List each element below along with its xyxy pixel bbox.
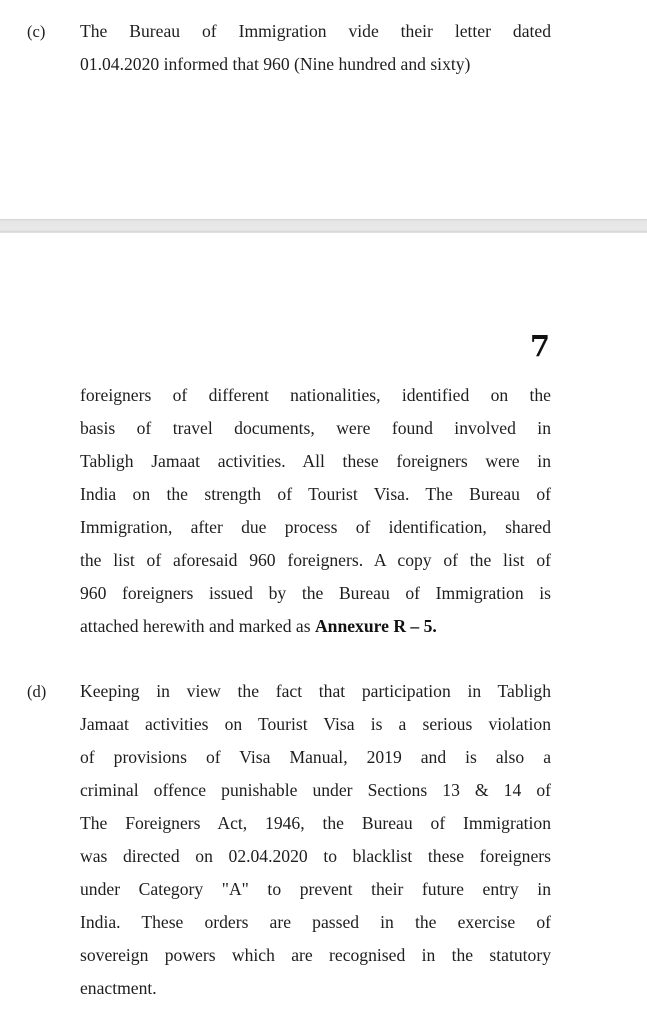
text-line: Keeping in view the fact that participation in Tabligh <box>80 681 551 701</box>
page-number: 7 <box>529 329 550 363</box>
text-line: under Category "A" to prevent their future entry in <box>80 879 551 899</box>
paragraph-label-d: (d) <box>27 682 47 701</box>
text-line: of provisions of Visa Manual, 2019 and is also a <box>80 747 551 767</box>
paragraph-label-c: (c) <box>27 22 46 41</box>
text-line: 960 foreigners issued by the Bureau of Immigration is <box>80 583 551 603</box>
text-line-prefix: attached herewith and marked as <box>80 616 315 636</box>
text-line: The Foreigners Act, 1946, the Bureau of Immigration <box>80 813 551 833</box>
text-line-annexure <box>80 610 551 643</box>
text-line: Tabligh Jamaat activities. All these foreigners were in <box>80 451 551 471</box>
text-line: Immigration, after due process of identification, shared <box>80 517 551 537</box>
annexure-reference: Annexure R – 5. <box>314 616 437 636</box>
text-line: India on the strength of Tourist Visa. The Bureau of <box>80 484 551 504</box>
text-line: enactment. <box>80 978 157 998</box>
text-line: India. These orders are passed in the exercise of <box>80 912 551 932</box>
text-line: The Bureau of Immigration vide their letter dated <box>80 21 551 41</box>
text-line: was directed on 02.04.2020 to blacklist these foreigners <box>80 846 551 866</box>
text-line: Jamaat activities on Tourist Visa is a serious violation <box>80 714 551 734</box>
text-line: foreigners of different nationalities, identified on the <box>80 385 551 405</box>
text-line: basis of travel documents, were found involved in <box>80 418 551 438</box>
text-line: 01.04.2020 informed that 960 (Nine hundred and sixty) <box>80 54 471 74</box>
text-line: the list of aforesaid 960 foreigners. A copy of the list of <box>80 550 551 570</box>
text-line: criminal offence punishable under Sections 13 & 14 of <box>80 780 551 800</box>
text-line: sovereign powers which are recognised in the statutory <box>80 945 551 965</box>
page-separator <box>0 219 647 233</box>
